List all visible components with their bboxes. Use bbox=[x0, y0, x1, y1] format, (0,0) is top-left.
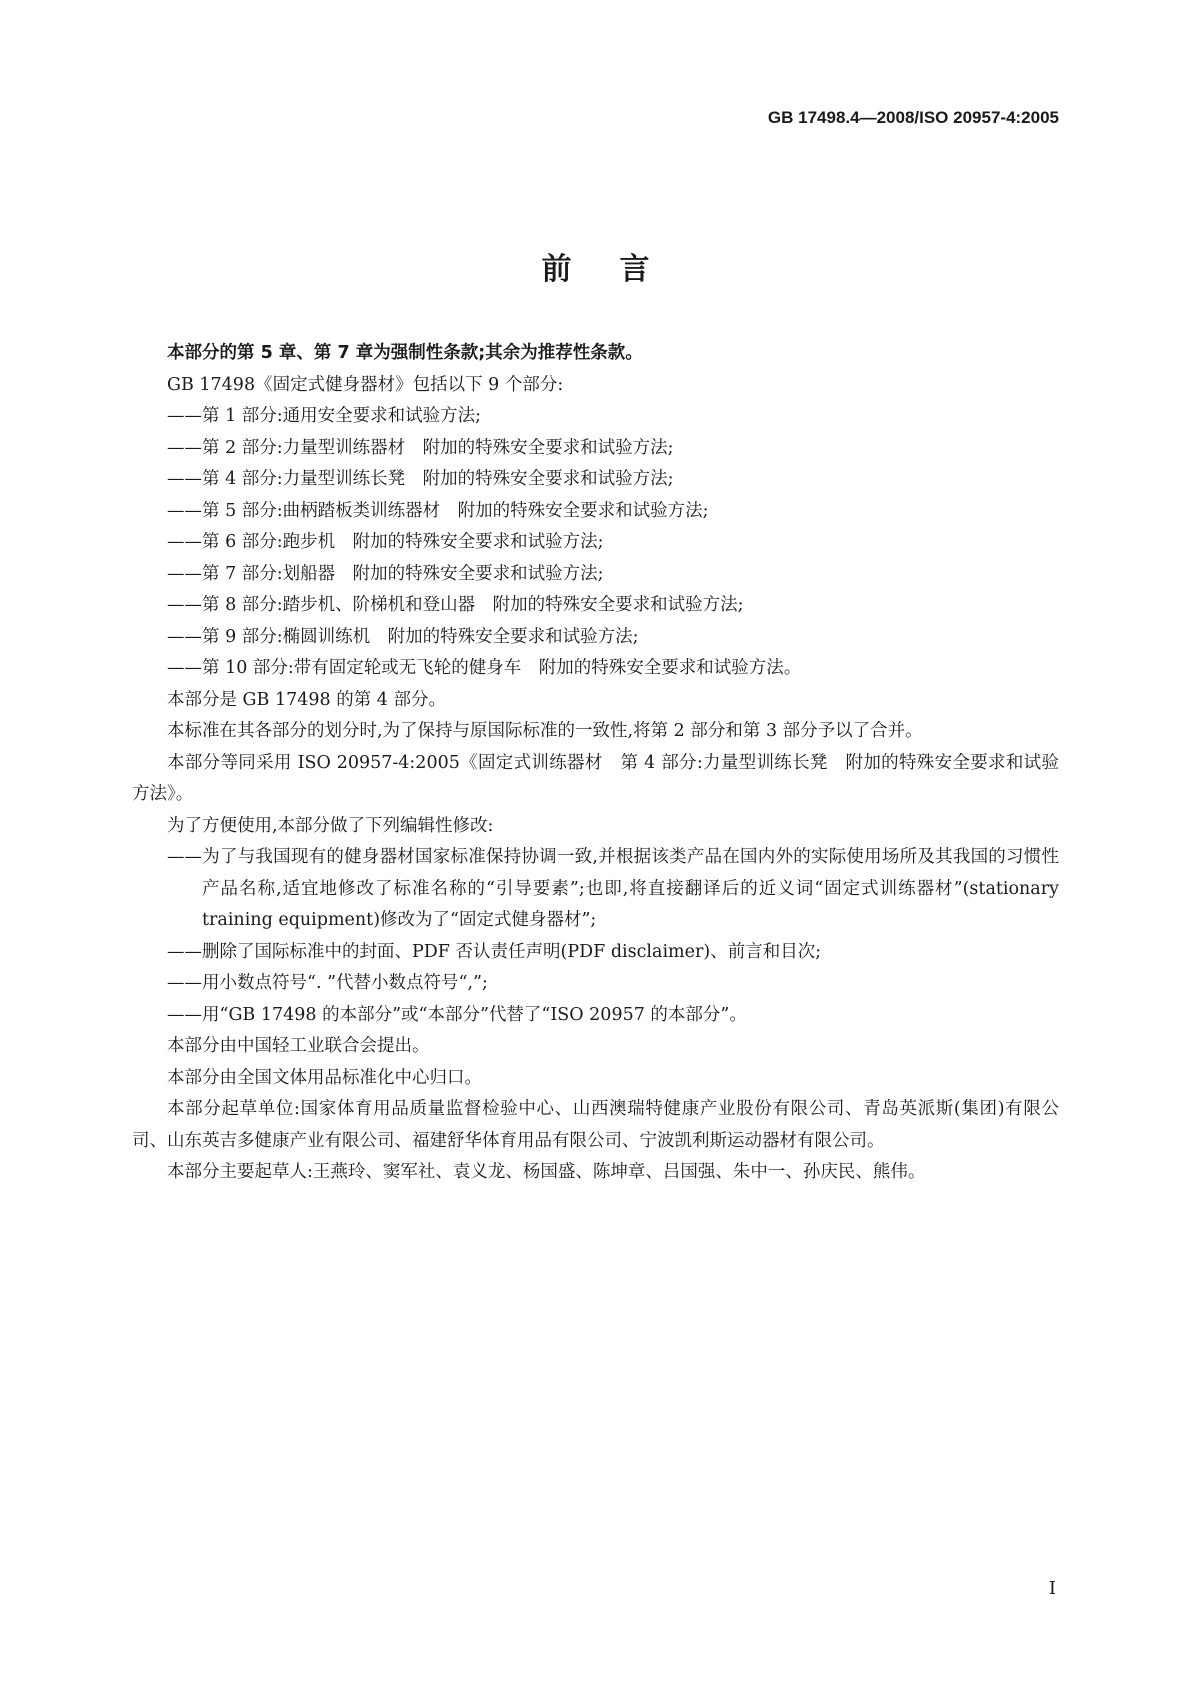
list-item: ——第 1 部分:通用安全要求和试验方法; bbox=[167, 406, 482, 426]
this-part-paragraph: 本部分是 GB 17498 的第 4 部分。 bbox=[167, 689, 446, 710]
list-item: ——第 10 部分:带有固定轮或无飞轮的健身车 附加的特殊安全要求和试验方法。 bbox=[167, 658, 802, 678]
mandatory-clause-statement: 本部分的第 5 章、第 7 章为强制性条款;其余为推荐性条款。 bbox=[167, 343, 643, 363]
list-item: ——为了与我国现有的健身器材国家标准保持协调一致,并根据该类产品在国内外的实际使用场所及其我国的习惯性产品名称,适宜地修改了标准名称的“引导要素”;也即,将直接翻译后的近义词“固定式训练器材”(stationary training equipment)修改为了“固定式健身器材”; bbox=[167, 847, 1059, 930]
list-item: ——第 8 部分:踏步机、阶梯机和登山器 附加的特殊安全要求和试验方法; bbox=[167, 595, 744, 615]
list-item: ——第 2 部分:力量型训练器材 附加的特殊安全要求和试验方法; bbox=[167, 437, 674, 458]
foreword-body bbox=[132, 338, 1059, 1189]
page-title: 前言 bbox=[541, 252, 698, 287]
list-item: ——用“GB 17498 的本部分”或“本部分”代替了“ISO 20957 的本部分”。 bbox=[167, 1004, 747, 1025]
document-code: GB 17498.4—2008/ISO 20957-4:2005 bbox=[767, 108, 1059, 127]
list-item: ——第 9 部分:椭圆训练机 附加的特殊安全要求和试验方法; bbox=[167, 626, 639, 647]
list-item: ——第 5 部分:曲柄踏板类训练器材 附加的特殊安全要求和试验方法; bbox=[167, 500, 709, 521]
drafters-paragraph: 本部分主要起草人:王燕玲、窦军社、袁义龙、杨国盛、陈坤章、吕国强、朱中一、孙庆民、熊伟。 bbox=[167, 1162, 926, 1182]
edits-lead: 为了方便使用,本部分做了下列编辑性修改: bbox=[167, 815, 494, 836]
parts-list bbox=[132, 401, 1059, 685]
centralized-by-paragraph: 本部分由全国文体用品标准化中心归口。 bbox=[167, 1067, 482, 1088]
merge-paragraph: 本标准在其各部分的划分时,为了保持与原国际标准的一致性,将第 2 部分和第 3 部分予以了合并。 bbox=[167, 721, 923, 741]
list-item: ——第 6 部分:跑步机 附加的特殊安全要求和试验方法; bbox=[167, 532, 604, 552]
list-item: ——第 7 部分:划船器 附加的特殊安全要求和试验方法; bbox=[167, 563, 604, 584]
page-number: I bbox=[1048, 1578, 1056, 1599]
parts-lead: GB 17498《固定式健身器材》包括以下 9 个部分: bbox=[167, 374, 564, 395]
proposed-by-paragraph: 本部分由中国轻工业联合会提出。 bbox=[167, 1036, 430, 1056]
list-item: ——第 4 部分:力量型训练长凳 附加的特殊安全要求和试验方法; bbox=[167, 469, 674, 489]
edits-list bbox=[132, 842, 1059, 1031]
list-item: ——用小数点符号“. ”代替小数点符号“,”; bbox=[167, 973, 488, 993]
drafting-units-paragraph: 本部分起草单位:国家体育用品质量监督检验中心、山西澳瑞特健康产业股份有限公司、青岛英派斯(集团)有限公司、山东英吉多健康产业有限公司、福建舒华体育用品有限公司、宁波凯利斯运动器材有限公司。 bbox=[132, 1099, 1059, 1151]
adoption-paragraph: 本部分等同采用 ISO 20957-4:2005《固定式训练器材 第 4 部分:力量型训练长凳 附加的特殊安全要求和试验方法》。 bbox=[132, 752, 1059, 804]
list-item: ——删除了国际标准中的封面、PDF 否认责任声明(PDF disclaimer)、前言和目次; bbox=[167, 941, 822, 962]
